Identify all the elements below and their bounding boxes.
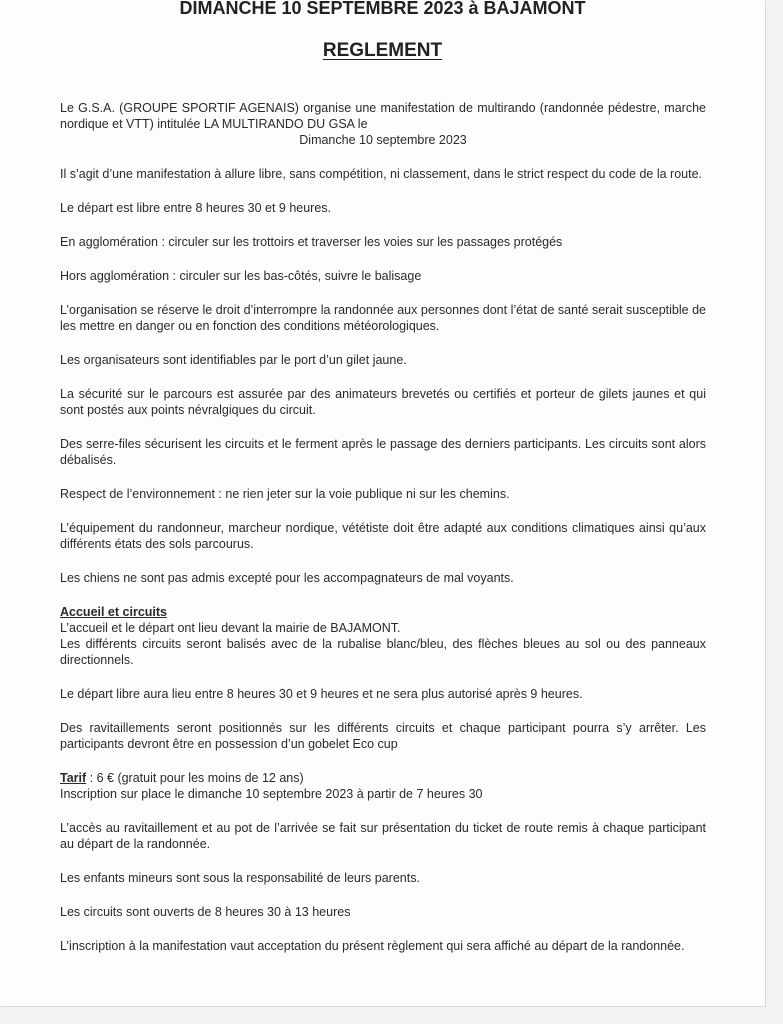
paragraph-organisateurs: Les organisateurs sont identifiables par le port d’un gilet jaune. — [60, 353, 407, 367]
event-header: DIMANCHE 10 SEPTEMBRE 2023 à BAJAMONT — [179, 0, 586, 18]
accueil-heading: Accueil et circuits — [60, 605, 167, 619]
paragraph-serre-files: Des serre-files sécurisent les circuits et le ferment après le passage des derniers participants. Les circuits sont alors débalisés. — [60, 437, 706, 467]
accueil-section — [60, 604, 706, 668]
paragraph-inscription: L’inscription à la manifestation vaut acceptation du présent règlement qui sera affiché au départ de la randonnée. — [60, 939, 685, 953]
paragraph-depart: Le départ libre aura lieu entre 8 heures 30 et 9 heures et ne sera plus autorisé après 9 heures. — [60, 687, 583, 701]
paragraph-horaires: Les circuits sont ouverts de 8 heures 30 à 13 heures — [60, 905, 351, 919]
intro-paragraph — [60, 100, 706, 148]
paragraph-agglomeration: En agglomération : circuler sur les trottoirs et traverser les voies sur les passages protégés — [60, 235, 563, 249]
paragraph-organisation: L’organisation se réserve le droit d’interrompre la randonnée aux personnes dont l’état de santé serait susceptible de les mettre en danger ou en fonction des conditions météorologiques. — [60, 303, 706, 333]
paragraph-allure: Il s’agit d’une manifestation à allure libre, sans compétition, ni classement, dans le strict respect du code de la route. — [60, 167, 703, 181]
tarif-label: Tarif — [60, 771, 87, 785]
paragraph-hors-agglomeration: Hors agglomération : circuler sur les bas-côtés, suivre le balisage — [60, 269, 422, 283]
document-title — [0, 40, 765, 62]
document-body — [60, 100, 706, 972]
paragraph-ravitaillements: Des ravitaillements seront positionnés sur les différents circuits et chaque participant pourra s’y arrêter. Les participants devront être en possession d’un gobelet Eco cup — [60, 721, 706, 751]
tarif-text: : 6 € (gratuit pour les moins de 12 ans) — [86, 771, 304, 785]
paragraph-equipement: L’équipement du randonneur, marcheur nordique, vététiste doit être adapté aux conditions climatiques ainsi qu’aux différents états des sols parcourus. — [60, 521, 706, 551]
intro-text: Le G.S.A. (GROUPE SPORTIF AGENAIS) organise une manifestation de multirando (randonnée pédestre, marche nordique et VTT) intitulée LA MULTIRANDO DU GSA le — [60, 101, 706, 131]
paragraph-enfants: Les enfants mineurs sont sous la responsabilité de leurs parents. — [60, 871, 420, 885]
paragraph-acces: L’accès au ravitaillement et au pot de l’arrivée se fait sur présentation du ticket de route remis à chaque participant au départ de la randonnée. — [60, 821, 706, 851]
paragraph-environnement: Respect de l’environnement : ne rien jeter sur la voie publique ni sur les chemins. — [60, 487, 510, 501]
paragraph-depart-libre: Le départ est libre entre 8 heures 30 et 9 heures. — [60, 201, 332, 215]
paragraph-securite: La sécurité sur le parcours est assurée par des animateurs brevetés ou certifiés et porteur de gilets jaunes et qui sont postés aux points névralgiques du circuit. — [60, 387, 706, 417]
tarif-section — [60, 770, 706, 802]
intro-date: Dimanche 10 septembre 2023 — [299, 133, 467, 147]
title-text: REGLEMENT — [322, 40, 443, 61]
paragraph-chiens: Les chiens ne sont pas admis excepté pour les accompagnateurs de mal voyants. — [60, 571, 514, 585]
accueil-line2: Les différents circuits seront balisés avec de la rubalise blanc/bleu, des flèches bleues au sol ou des panneaux directionnels. — [60, 637, 706, 667]
tarif-inscription: Inscription sur place le dimanche 10 septembre 2023 à partir de 7 heures 30 — [60, 787, 483, 801]
accueil-line1: L’accueil et le départ ont lieu devant la mairie de BAJAMONT. — [60, 621, 401, 635]
